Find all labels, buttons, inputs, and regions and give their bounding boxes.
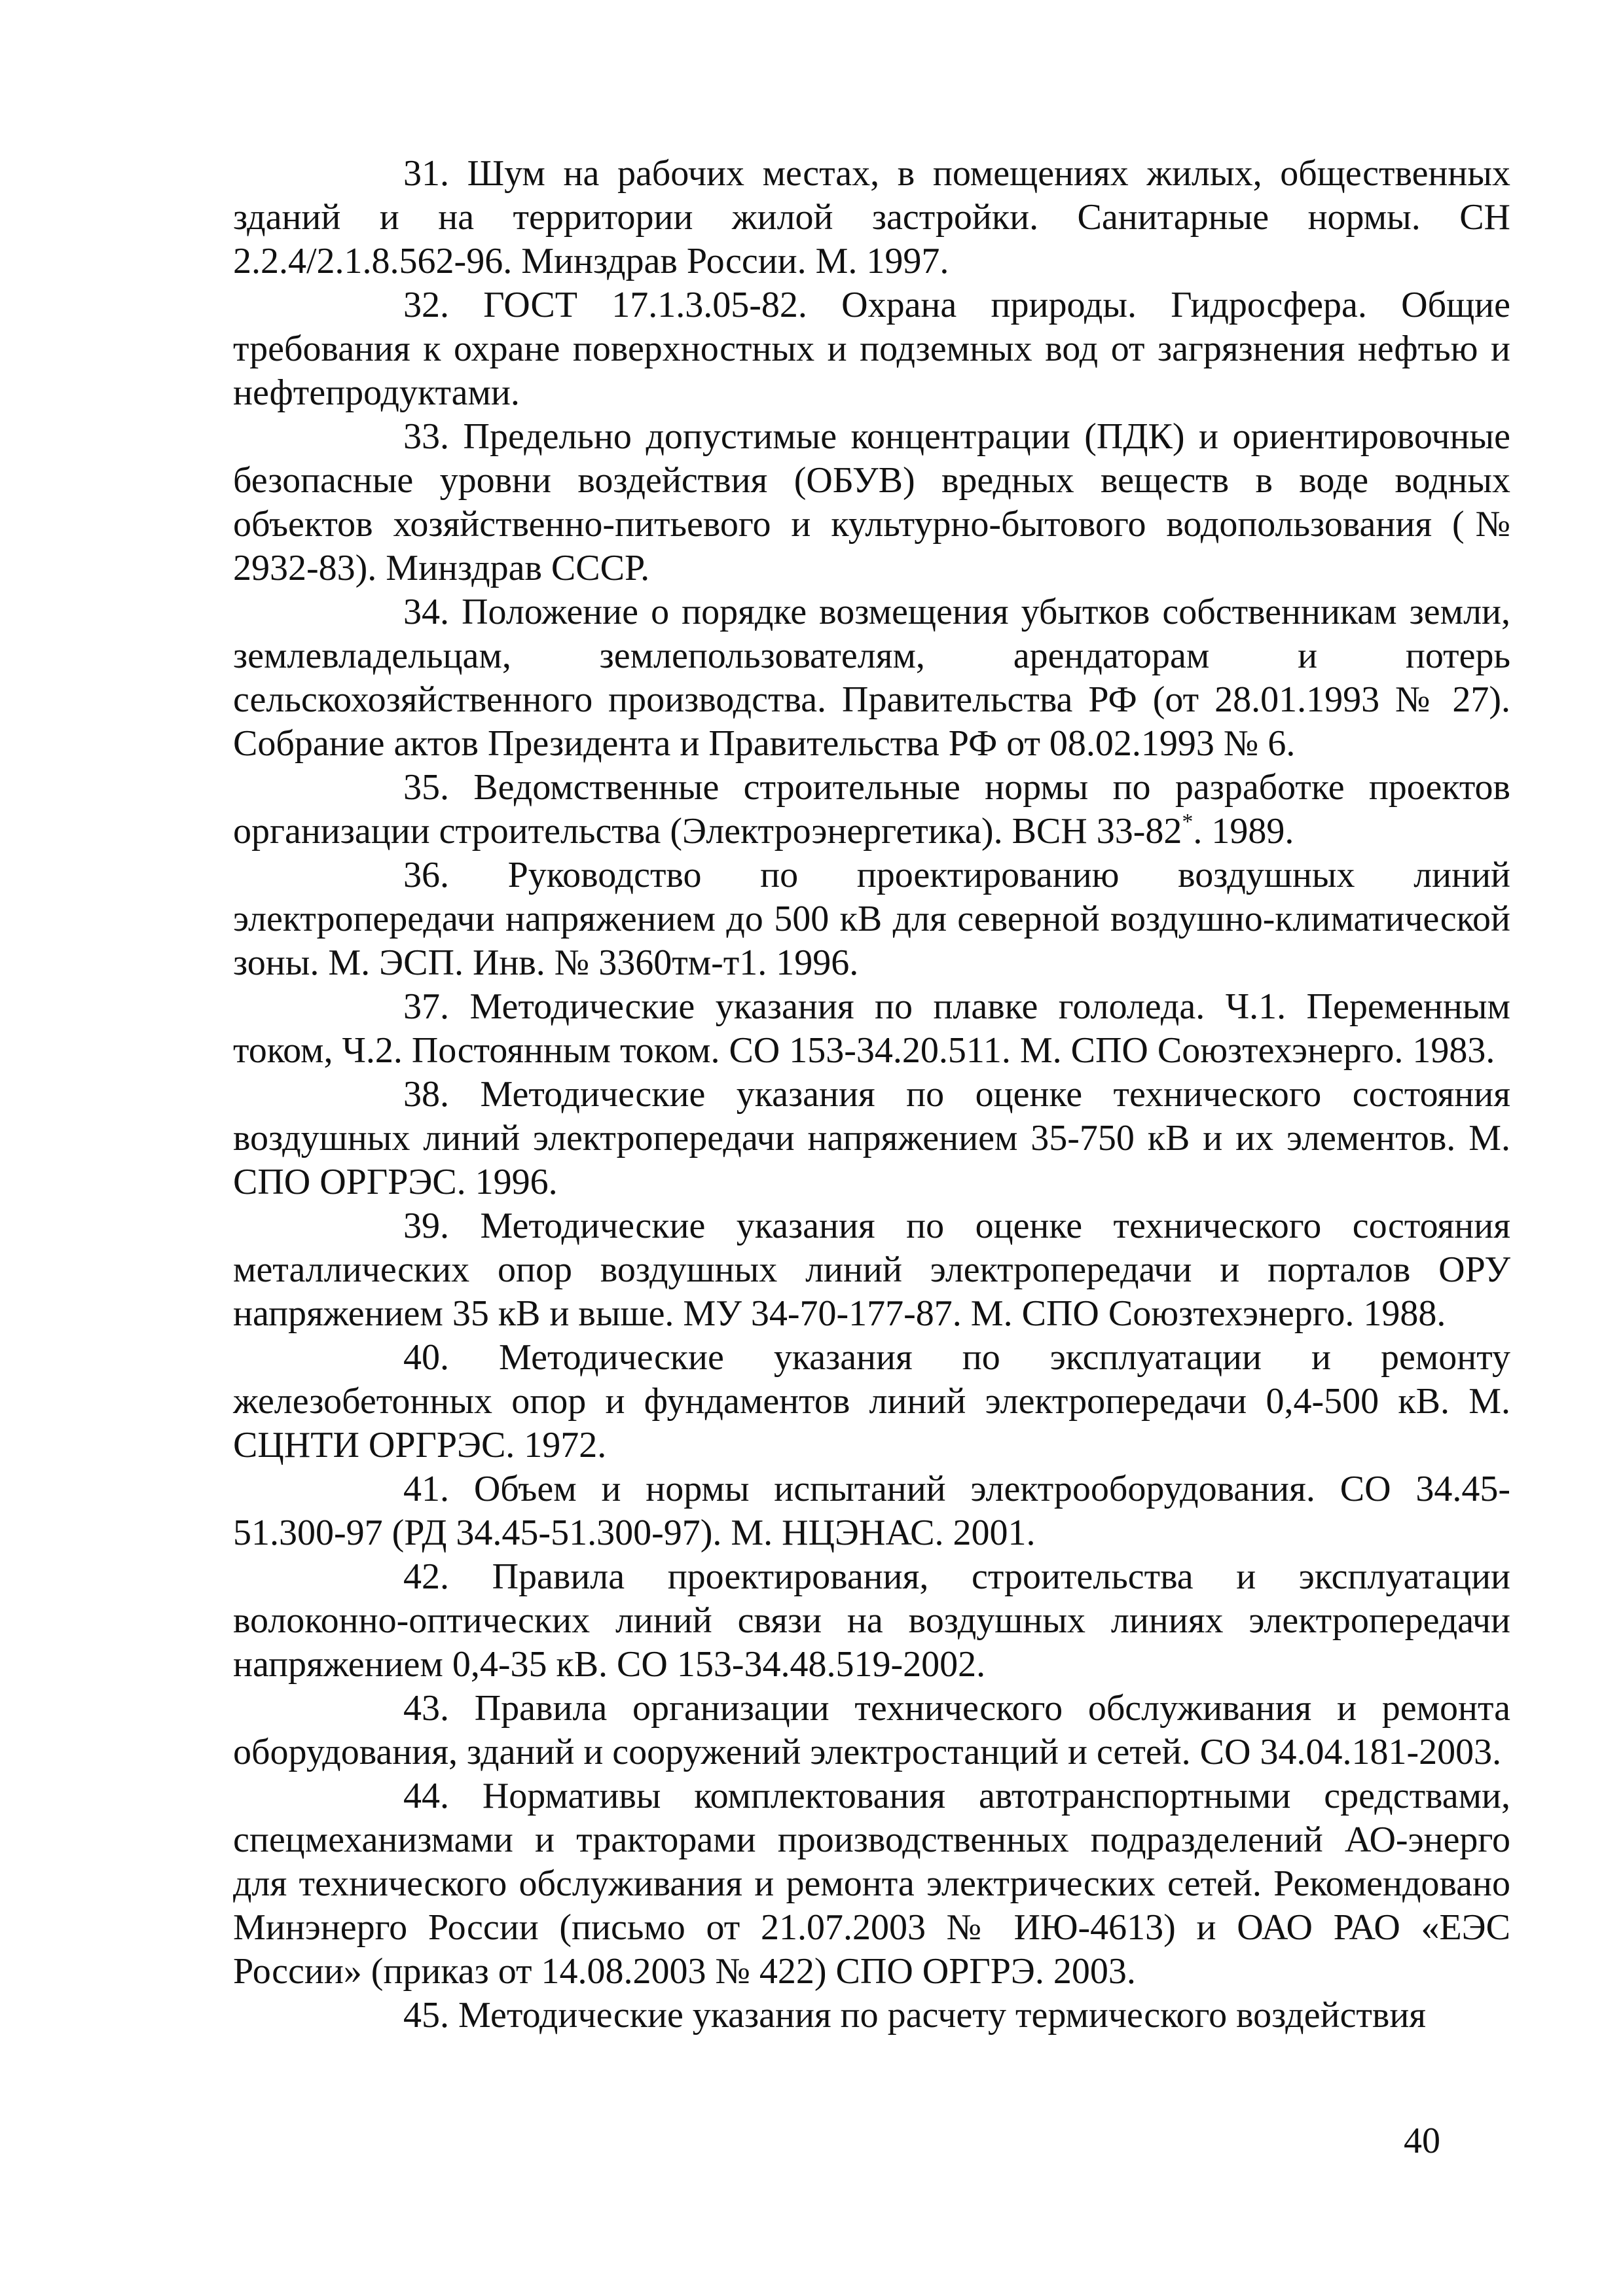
reference-number: 43. bbox=[403, 1688, 449, 1729]
reference-number: 42. bbox=[403, 1556, 449, 1597]
reference-item bbox=[233, 1336, 1510, 1467]
reference-text: Положение о порядке возмещения убытков собственникам земли, землевладельцам, землепользователям, арендаторам и потерь сельскохозяйственного производства. Правительства РФ (от 28.01.1993 № 27). Собрание актов Президента и Правительства РФ от 08.02.1993 № 6. bbox=[233, 592, 1511, 764]
reference-item bbox=[233, 985, 1510, 1073]
reference-text: Методические указания по плавке гололеда. Ч.1. Переменным током, Ч.2. Постоянным током. СО 153-34.20.511. М. СПО Союзтехэнерго. 1983. bbox=[233, 986, 1510, 1071]
reference-number: 41. bbox=[403, 1469, 449, 1509]
reference-item bbox=[233, 590, 1510, 766]
reference-text: Объем и нормы испытаний электрооборудования. СО 34.45-51.300-97 (РД 34.45-51.300-97). М. НЦЭНАС. 2001. bbox=[233, 1469, 1511, 1553]
reference-item bbox=[233, 1687, 1510, 1774]
reference-text: Шум на рабочих местах, в помещениях жилых, общественных зданий и на территории жилой застройки. Санитарные нормы. СН 2.2.4/2.1.8.562-96. Минздрав России. М. 1997. bbox=[233, 153, 1510, 281]
reference-item bbox=[233, 1073, 1510, 1204]
reference-text: Методические указания по расчету термического воздействия bbox=[458, 1995, 1427, 2036]
reference-text: Методические указания по оценке технического состояния металлических опор воздушных линий электропередачи и порталов ОРУ напряжением 35 кВ и выше. МУ 34-70-177-87. М. СПО Союзтехэнерго. 1988. bbox=[233, 1206, 1511, 1334]
reference-number: 37. bbox=[403, 986, 449, 1027]
reference-item bbox=[233, 1467, 1510, 1555]
reference-item bbox=[233, 152, 1510, 283]
reference-item bbox=[233, 1994, 1510, 2037]
reference-number: 38. bbox=[403, 1074, 449, 1115]
reference-text: ГОСТ 17.1.3.05-82. Охрана природы. Гидросфера. Общие требования к охране поверхностных и подземных вод от загрязнения нефтью и нефтепродуктами. bbox=[233, 285, 1511, 413]
page-number: 40 bbox=[1404, 2121, 1440, 2161]
reference-item bbox=[233, 1774, 1510, 1994]
reference-text: Ведомственные строительные нормы по разработке проектов организации строительства (Электроэнергетика). ВСН 33-82 bbox=[233, 767, 1510, 852]
reference-number: 44. bbox=[403, 1776, 449, 1816]
reference-list bbox=[233, 152, 1510, 2037]
reference-text: Методические указания по оценке технического состояния воздушных линий электропередачи напряжением 35-750 кВ и их элементов. М. СПО ОРГРЭС. 1996. bbox=[233, 1074, 1511, 1202]
reference-number: 33. bbox=[403, 416, 449, 457]
reference-number: 36. bbox=[403, 855, 449, 895]
reference-item bbox=[233, 415, 1510, 590]
reference-text: Руководство по проектированию воздушных линий электропередачи напряжением до 500 кВ для северной воздушно-климатической зоны. М. ЭСП. Инв. № 3360тм-т1. 1996. bbox=[233, 855, 1511, 983]
reference-text: Правила организации технического обслуживания и ремонта оборудования, зданий и сооружений электростанций и сетей. СО 34.04.181-2003. bbox=[233, 1688, 1510, 1772]
reference-text: Предельно допустимые концентрации (ПДК) и ориентировочные безопасные уровни воздействия (ОБУВ) вредных веществ в воде водных объектов хозяйственно-питьевого и культурно-бытового водопользования (№ 2932-83). Минздрав СССР. bbox=[233, 416, 1511, 588]
reference-text: Нормативы комплектования автотранспортными средствами, спецмеханизмами и тракторами производственных подразделений АО-энерго для технического обслуживания и ремонта электрических сетей. Рекомендовано Минэнерго России (письмо от 21.07.2003 № ИЮ-4613) и ОАО РАО «ЕЭС России» (приказ от 14.08.2003 № 422) СПО ОРГРЭ. 2003. bbox=[233, 1776, 1511, 1992]
reference-text: Методические указания по эксплуатации и ремонту железобетонных опор и фундаментов линий электропередачи 0,4-500 кВ. М. СЦНТИ ОРГРЭС. 1972. bbox=[233, 1337, 1510, 1465]
reference-superscript: * bbox=[1182, 810, 1194, 834]
reference-item bbox=[233, 1555, 1510, 1687]
reference-number: 45. bbox=[403, 1995, 449, 2036]
reference-number: 34. bbox=[403, 592, 449, 632]
reference-number: 40. bbox=[403, 1337, 449, 1378]
reference-text: Правила проектирования, строительства и эксплуатации волоконно-оптических линий связи на воздушных линиях электропередачи напряжением 0,4-35 кВ. СО 153-34.48.519-2002. bbox=[233, 1556, 1510, 1685]
reference-item bbox=[233, 766, 1510, 853]
reference-text-tail: . 1989. bbox=[1193, 811, 1294, 852]
reference-number: 32. bbox=[403, 285, 449, 325]
reference-number: 35. bbox=[403, 767, 449, 808]
reference-number: 39. bbox=[403, 1206, 449, 1246]
reference-item bbox=[233, 1204, 1510, 1336]
reference-number: 31. bbox=[403, 153, 449, 194]
reference-item bbox=[233, 283, 1510, 415]
reference-item bbox=[233, 853, 1510, 985]
